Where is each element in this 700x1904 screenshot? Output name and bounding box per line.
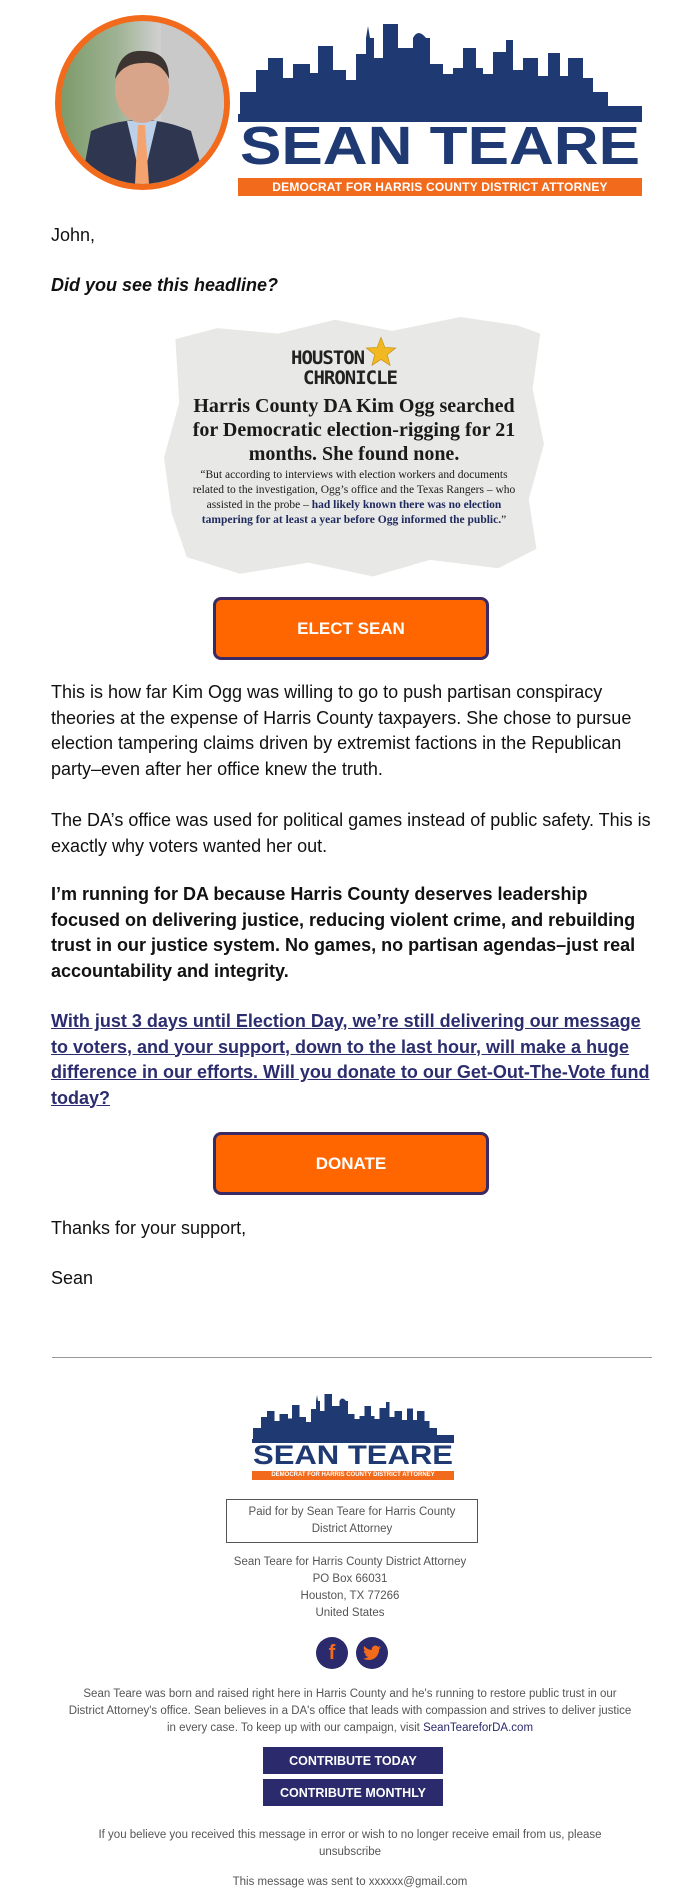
paid-for-disclaimer: Paid for by Sean Teare for Harris County District Attorney — [226, 1499, 478, 1543]
greeting: John, — [51, 225, 96, 245]
body-paragraph-2: The DA’s office was used for political games instead of public safety. This is exactly why voters wanted her out. — [51, 810, 651, 856]
contribute-monthly-button[interactable]: CONTRIBUTE MONTHLY — [263, 1779, 443, 1806]
contribute-today-button[interactable]: CONTRIBUTE TODAY — [263, 1747, 443, 1774]
news-clipping-image — [164, 306, 544, 582]
footer-logo: SEAN TEARE DEMOCRAT FOR HARRIS COUNTY DISTRICT ATTORNEY — [252, 1391, 454, 1480]
unsubscribe-link[interactable]: unsubscribe — [318, 1846, 381, 1858]
footer-divider — [52, 1357, 652, 1358]
donate-button[interactable]: DONATE — [213, 1132, 489, 1195]
twitter-icon[interactable] — [356, 1637, 388, 1669]
logo-tagline: DEMOCRAT FOR HARRIS COUNTY DISTRICT ATTORNEY — [238, 178, 642, 196]
intro-headline: Did you see this headline? — [51, 275, 279, 295]
facebook-icon[interactable]: f — [316, 1637, 348, 1669]
clipping-quote: “But according to interviews with election workers and documents related to the investigation, Ogg’s office and the Texas Rangers – who assisted in the probe – had likely known there was no election tampering for at least a year before Ogg informed the public.” — [192, 469, 516, 526]
sean-teare-logo — [238, 18, 642, 196]
mailing-address: Sean Teare for Harris County District Attorney PO Box 66031 Houston, TX 77266 United States — [233, 1556, 467, 1619]
sent-to-notice: This message was sent to xxxxxx@gmail.com — [232, 1876, 468, 1888]
social-links — [316, 1637, 388, 1669]
logo-name: SEAN TEARE — [240, 116, 640, 176]
clipping-headline: Harris County DA Kim Ogg searched for Democratic election-rigging for 21 months. She found none. — [192, 395, 516, 465]
signature: Sean — [51, 1268, 94, 1288]
unsubscribe-notice: If you believe you received this message in error or wish to no longer receive email from us, please unsubscribe — [98, 1829, 602, 1858]
candidate-photo — [55, 15, 230, 190]
website-link[interactable]: SeanTeareforDA.com — [423, 1722, 534, 1734]
svg-text:SEAN TEARE: SEAN TEARE — [253, 1440, 453, 1470]
signoff: Thanks for your support, — [51, 1218, 247, 1238]
star-icon — [365, 336, 397, 368]
donate-appeal-link[interactable]: With just 3 days until Election Day, we’re still delivering our message to voters, and your support, down to the last hour, will make a huge difference in our efforts. Will you donate to our Get-Out-The-Vote fund today? — [51, 1011, 650, 1108]
houston-chronicle-masthead: HOUSTON CHRONICLE — [291, 348, 417, 388]
body-paragraph-3: I’m running for DA because Harris County deserves leadership focused on delivering justice, reducing violent crime, and rebuilding trust in our justice system. No games, no partisan agendas–just real accountability and integrity. — [51, 884, 636, 981]
elect-sean-button[interactable]: ELECT SEAN — [213, 597, 489, 660]
body-paragraph-1: This is how far Kim Ogg was willing to go to push partisan conspiracy theories at the expense of Harris County taxpayers. She chose to pursue election tampering claims driven by extremist factions in the Republican party–even after her office knew the truth. — [51, 682, 632, 779]
campaign-bio: Sean Teare was born and raised right here in Harris County and he's running to restore public trust in our District Attorney's office. Sean believes in a DA's office that leads with compassion and strives to deliver justice in every case. To keep up with our campaign, visit SeanTeareforDA.com — [68, 1688, 632, 1734]
